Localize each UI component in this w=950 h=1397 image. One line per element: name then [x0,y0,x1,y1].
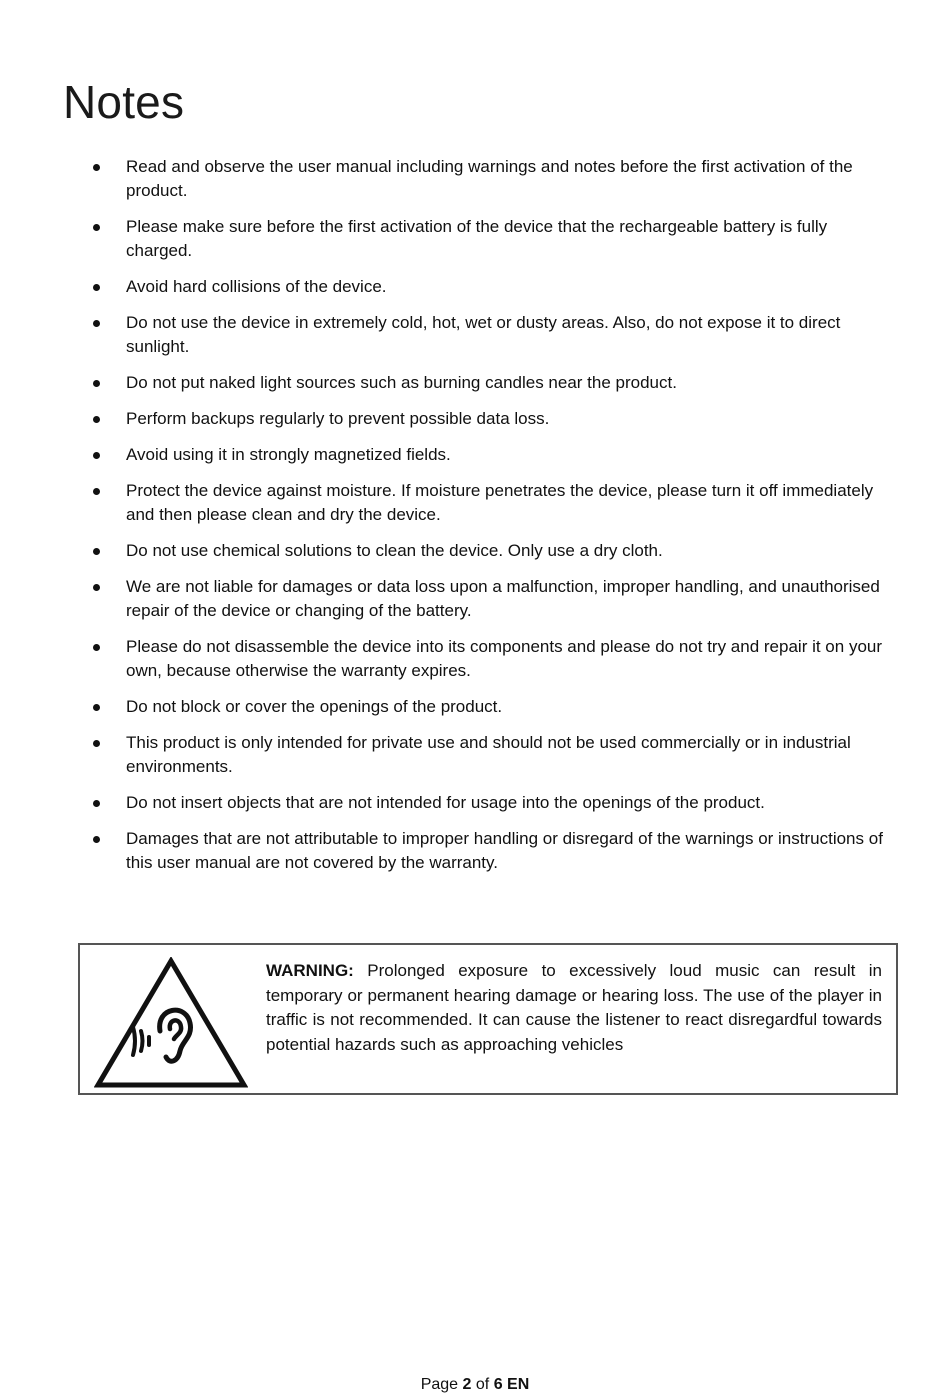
list-item-text: This product is only intended for private use and should not be used commercially or in industrial environments. [126,733,851,776]
list-item-text: We are not liable for damages or data loss upon a malfunction, improper handling, and unauthorised repair of the device or changing of the battery. [126,577,880,620]
footer-current-page: 2 [462,1376,472,1393]
bullet-icon [93,800,100,807]
footer-of-label: of [475,1376,490,1393]
list-item-text: Do not use chemical solutions to clean the device. Only use a dry cloth. [126,541,663,560]
list-item-text: Read and observe the user manual including warnings and notes before the first activation of the product. [126,157,853,200]
warning-text: Prolonged exposure to excessively loud music can result in temporary or permanent hearing damage or hearing loss. The use of the player in traffic is not recommended. It can cause the listener to react disregardful towards potential hazards such as approaching vehicles [266,961,882,1054]
list-item [0,575,950,623]
list-item [0,215,950,263]
footer-total-pages: 6 [493,1376,503,1393]
bullet-icon [93,584,100,591]
list-item-text: Avoid using it in strongly magnetized fields. [126,445,451,464]
bullet-icon [93,644,100,651]
list-item [0,791,950,815]
notes-list [0,155,950,887]
warning-box [78,943,898,1095]
list-item-text: Do not insert objects that are not intended for usage into the openings of the product. [126,793,765,812]
list-item [0,695,950,719]
list-item-text: Damages that are not attributable to improper handling or disregard of the warnings or instructions of this user manual are not covered by the warranty. [126,829,883,872]
bullet-icon [93,380,100,387]
bullet-icon [93,836,100,843]
bullet-icon [93,452,100,459]
list-item-text: Avoid hard collisions of the device. [126,277,387,296]
footer-language: EN [507,1376,530,1393]
bullet-icon [93,320,100,327]
list-item-text: Do not put naked light sources such as burning candles near the product. [126,373,677,392]
page-footer [0,1374,950,1396]
bullet-icon [93,740,100,747]
bullet-icon [93,548,100,555]
list-item-text: Please do not disassemble the device into its components and please do not try and repair it on your own, because otherwise the warranty expires. [126,637,883,680]
bullet-icon [93,284,100,291]
list-item-text: Do not block or cover the openings of the product. [126,697,503,716]
list-item [0,479,950,527]
list-item [0,155,950,203]
warning-text-block [266,959,882,1057]
list-item-text: Protect the device against moisture. If moisture penetrates the device, please turn it off immediately and then please clean and dry the device. [126,481,874,524]
list-item [0,407,950,431]
bullet-icon [93,416,100,423]
list-item-text: Please make sure before the first activation of the device that the rechargeable battery is fully charged. [126,217,828,260]
list-item [0,275,950,299]
bullet-icon [93,488,100,495]
bullet-icon [93,224,100,231]
warning-label: WARNING: [266,961,354,980]
list-item [0,827,950,875]
hearing-warning-icon [94,957,248,1089]
list-item [0,539,950,563]
bullet-icon [93,704,100,711]
page-title: Notes [63,76,185,128]
list-item [0,311,950,359]
list-item-text: Do not use the device in extremely cold, hot, wet or dusty areas. Also, do not expose it to direct sunlight. [126,313,841,356]
list-item-text: Perform backups regularly to prevent possible data loss. [126,409,550,428]
footer-page-label: Page [420,1376,459,1393]
bullet-icon [93,164,100,171]
list-item [0,443,950,467]
list-item [0,371,950,395]
list-item [0,731,950,779]
list-item [0,635,950,683]
